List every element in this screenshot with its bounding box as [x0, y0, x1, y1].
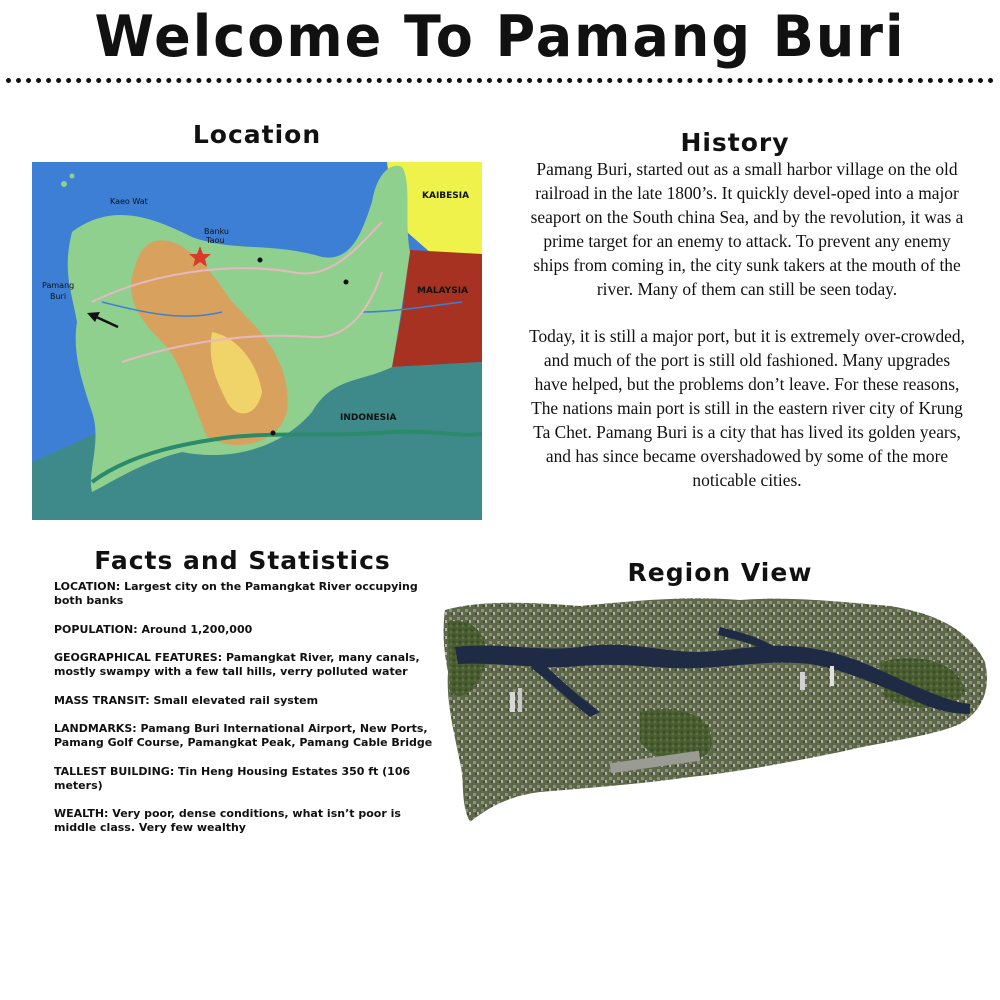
facts-heading: Facts and Statistics — [94, 546, 391, 575]
location-map — [32, 162, 482, 520]
history-text — [527, 158, 967, 517]
map-label-malaysia: MALAYSIA — [417, 286, 469, 296]
region-land — [444, 598, 987, 822]
fact-location: LOCATION: Largest city on the Pamangkat River occupying both banks — [54, 580, 418, 608]
map-label-banku: Banku — [204, 227, 229, 236]
region-graphic — [440, 592, 995, 832]
region-tower — [518, 688, 522, 712]
region-view-image — [440, 592, 995, 832]
region-tower — [510, 692, 515, 712]
dotted-divider — [6, 78, 994, 83]
fact-tallest-building: TALLEST BUILDING: Tin Heng Housing Estates 350 ft (106 meters) — [54, 764, 411, 792]
map-label-indonesia: INDONESIA — [340, 413, 397, 423]
fact-wealth: WEALTH: Very poor, dense conditions, what isn’t poor is middle class. Very few wealthy — [54, 807, 401, 835]
map-city-dot — [344, 280, 349, 285]
fact-geography: GEOGRAPHICAL FEATURES: Pamangkat River, many canals, mostly swampy with a few tall hills, verry polluted water — [54, 650, 420, 679]
map-label-pamang: Pamang — [42, 281, 75, 290]
history-paragraph-2: Today, it is still a major port, but it is extremely over-crowded, and much of the port is still old fashioned. Many upgrades have helped, but the problems don’t leave. For these reasons, The nations main port is still in the eastern river city of Krung Ta Chet. Pamang Buri is a city that has lived its golden years, and has since became overshadowed by some of the more noticable cities. — [529, 326, 965, 490]
fact-population: POPULATION: Around 1,200,000 — [54, 622, 253, 636]
map-label-buri: Buri — [50, 292, 67, 301]
region-heading: Region View — [627, 558, 813, 587]
map-graphic — [32, 162, 482, 520]
history-paragraph-1: Pamang Buri, started out as a small harbor village on the old railroad in the late 1800’s. It quickly devel-oped into a major seaport on the South china Sea, and by the revolution, it was a prime target for an enemy to attack. To prevent any enemy ships from coming in, the city sunk takers at the mouth of the river. Many of them can still be seen today. — [530, 159, 964, 299]
map-city-dot — [258, 258, 263, 263]
map-city-dot — [271, 431, 276, 436]
map-island — [61, 181, 67, 187]
location-heading: Location — [192, 120, 322, 149]
history-heading: History — [680, 128, 790, 157]
fact-landmarks: LANDMARKS: Pamang Buri International Airport, New Ports, Pamang Golf Course, Pamangkat Peak, Pamang Cable Bridge — [54, 721, 433, 750]
facts-list — [54, 580, 439, 850]
map-label-taou: Taou — [206, 236, 225, 245]
map-label-kaeo-wat: Kaeo Wat — [110, 197, 148, 206]
fact-transit: MASS TRANSIT: Small elevated rail system — [54, 693, 319, 707]
region-tower — [830, 666, 834, 686]
map-label-kaibesia: KAIBESIA — [422, 191, 470, 201]
page-title: Welcome To Pamang Buri — [94, 3, 906, 70]
map-island — [70, 174, 75, 179]
region-tower — [800, 672, 805, 690]
